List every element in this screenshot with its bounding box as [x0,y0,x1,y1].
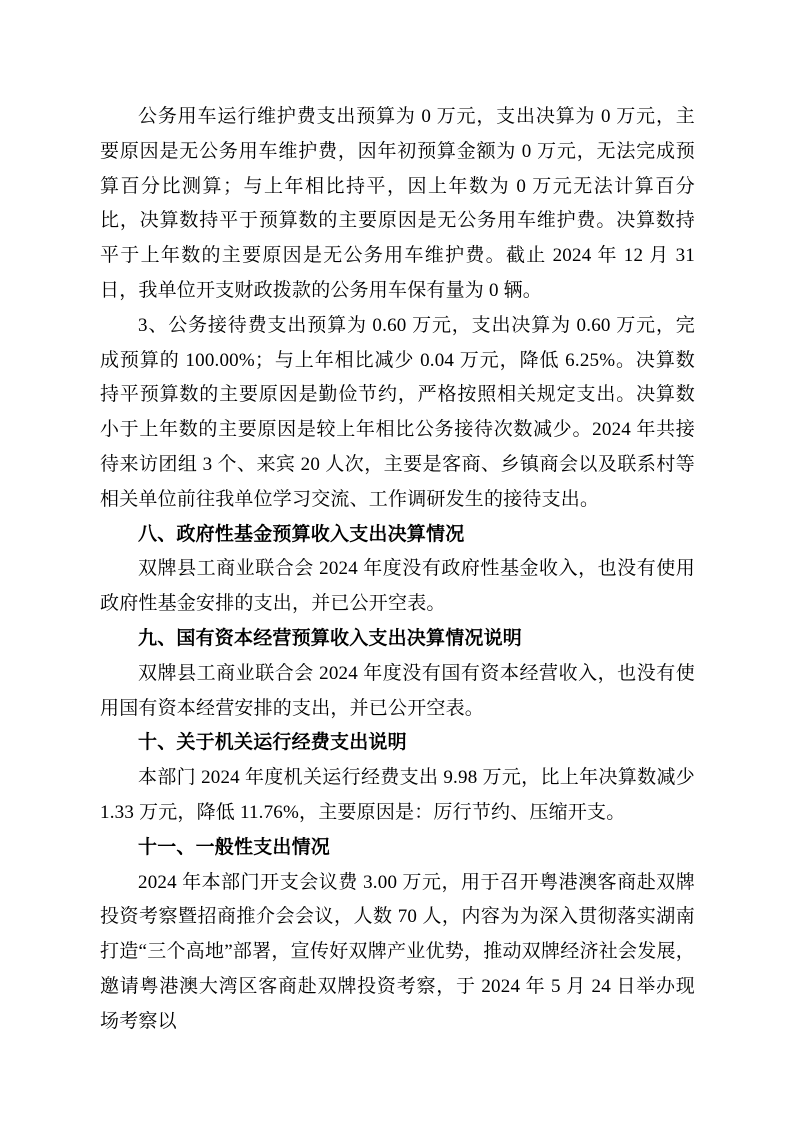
heading-section-11-general-expenditure: 十一、一般性支出情况 [138,836,331,858]
paragraph-general-expenditure-statement: 2024 年本部门开支会议费 3.00 万元，用于召开粤港澳客商赴双牌投资考察暨招商推介会会议，人数 70 人，内容为为深入贯彻落实湖南打造“三个高地”部署，宣传好双牌产业优势，推动双牌经济社会发展，邀请粤港澳大湾区客商赴双牌投资考察，于 2024 年 5 月 24 日举办现场考察以 [100,871,695,1032]
document-body [100,100,695,1040]
paragraph-official-vehicle-maintenance: 公务用车运行维护费支出预算为 0 万元，支出决算为 0 万元，主要原因是无公务用车维护费，因年初预算金额为 0 万元，无法完成预算百分比测算；与上年相比持平，因上年数为 0 万元无法计算百分比，决算数持平于预算数的主要原因是无公务用车维护费。决算数持平于上年数的主要原因是无公务用车维护费。截止 2024 年 12 月 31 日，我单位开支财政拨款的公务用车保有量为 0 辆。 [100,106,695,301]
heading-section-9-state-capital-budget: 九、国有资本经营预算收入支出决算情况说明 [138,627,523,649]
paragraph-agency-operating-expense-statement: 本部门 2024 年度机关运行经费支出 9.98 万元，比上年决算数减少 1.33 万元，降低 11.76%，主要原因是：厉行节约、压缩开支。 [100,767,695,823]
paragraph-official-reception-expense: 3、公务接待费支出预算为 0.60 万元，支出决算为 0.60 万元，完成预算的 100.00%；与上年相比减少 0.04 万元，降低 6.25%。决算数持平预算数的主要原因是勤俭节约，严格按照相关规定支出。决算数小于上年数的主要原因是较上年相比公务接待次数减少。2024 年共接待来访团组 3 个、来宾 20 人次，主要是客商、乡镇商会以及联系村等相关单位前往我单位学习交流、工作调研发生的接待支出。 [100,314,695,510]
paragraph-government-fund-statement: 双牌县工商业联合会 2024 年度没有政府性基金收入，也没有使用政府性基金安排的支出，并已公开空表。 [100,558,695,615]
heading-section-10-agency-operating-expense: 十、关于机关运行经费支出说明 [138,732,407,754]
paragraph-state-capital-statement: 双牌县工商业联合会 2024 年度没有国有资本经营收入，也没有使用国有资本经营安排的支出，并已公开空表。 [100,662,695,719]
heading-section-8-government-fund-budget: 八、政府性基金预算收入支出决算情况 [138,523,465,545]
